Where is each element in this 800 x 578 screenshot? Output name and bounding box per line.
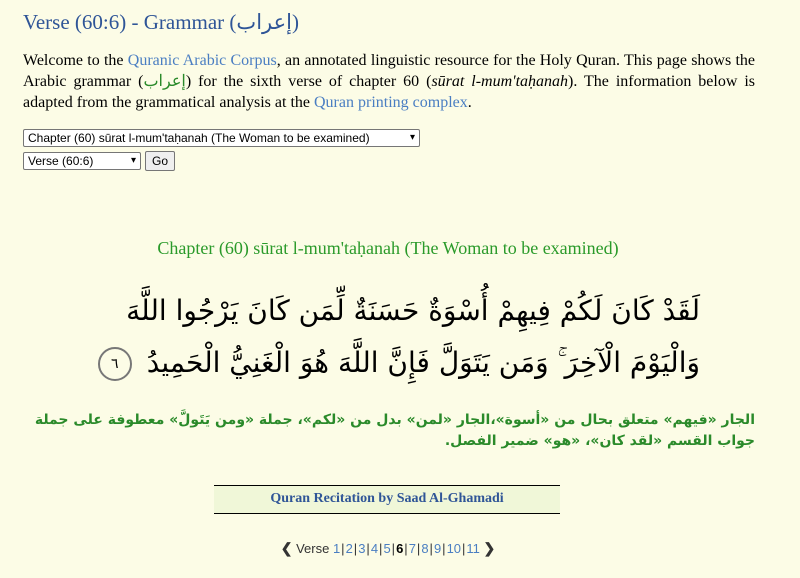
verse-pager bbox=[0, 540, 776, 557]
pager-separator: | bbox=[341, 541, 345, 556]
pager-item-4[interactable]: 4 bbox=[370, 541, 379, 556]
intro-arabic-word: إعراب bbox=[143, 73, 186, 90]
intro-text-2: , an annotated linguistic resource for the Holy Quran. This page shows the Arabic grammar ( bbox=[23, 52, 756, 90]
chevron-right-icon[interactable]: ❯ bbox=[483, 540, 496, 556]
verse-select-value: Verse (60:6) bbox=[28, 154, 94, 168]
pager-label: Verse bbox=[296, 541, 330, 556]
printing-complex-link[interactable]: Quran printing complex bbox=[314, 94, 468, 111]
chapter-select[interactable] bbox=[23, 129, 420, 147]
pager-item-9[interactable]: 9 bbox=[433, 541, 442, 556]
verse-text: لَقَدْ كَانَ لَكُمْ فِيهِمْ أُسْوَةٌ حَسَنَةٌ لِّمَن كَانَ يَرْجُوا اللَّهَ وَالْيَوْمَ الْآخِرَ ۚ وَمَن يَتَوَلَّ فَإِنَّ اللَّهَ هُوَ الْغَنِيُّ الْحَمِيدُ bbox=[126, 294, 700, 379]
pager-separator: | bbox=[391, 541, 396, 556]
pager-separator: | bbox=[429, 541, 433, 556]
pager-separator: | bbox=[366, 541, 370, 556]
pager-separator: | bbox=[379, 541, 383, 556]
pager-item-10[interactable]: 10 bbox=[446, 541, 462, 556]
pager-item-1[interactable]: 1 bbox=[332, 541, 341, 556]
pager-numbers bbox=[333, 541, 480, 556]
corpus-link[interactable]: Quranic Arabic Corpus bbox=[127, 52, 277, 69]
intro-surah-name: sūrat l-mum'taḥanah bbox=[431, 73, 569, 90]
verse-end-marker: ٦ bbox=[98, 347, 132, 381]
pager-separator: | bbox=[442, 541, 446, 556]
recitation-label: Quran Recitation by Saad Al-Ghamadi bbox=[270, 491, 504, 506]
pager-separator: | bbox=[404, 541, 408, 556]
intro-text-3: ) for the sixth verse of chapter 60 ( bbox=[185, 73, 432, 90]
pager-item-8[interactable]: 8 bbox=[421, 541, 429, 556]
pager-item-6: 6 bbox=[396, 541, 404, 556]
pager-item-3[interactable]: 3 bbox=[358, 541, 366, 556]
verse-arabic-text bbox=[70, 285, 700, 389]
pager-item-5[interactable]: 5 bbox=[383, 541, 391, 556]
chapter-heading: Chapter (60) sūrat l-mum'taḥanah (The Woman to be examined) bbox=[157, 238, 619, 258]
verse-select[interactable] bbox=[23, 152, 141, 170]
intro-text-5: . bbox=[467, 94, 472, 111]
pager-item-2[interactable]: 2 bbox=[345, 541, 353, 556]
pager-separator: | bbox=[462, 541, 466, 556]
intro-paragraph bbox=[23, 50, 755, 113]
intro-text-4: ). The information below is adapted from the grammatical analysis at the bbox=[23, 73, 755, 111]
go-button[interactable]: Go bbox=[145, 151, 175, 171]
pager-separator: | bbox=[416, 541, 421, 556]
pager-item-11[interactable]: 11 bbox=[466, 541, 480, 556]
pager-item-7[interactable]: 7 bbox=[408, 541, 416, 556]
intro-text-1: Welcome to the bbox=[23, 52, 128, 69]
chevron-down-icon: ▾ bbox=[130, 155, 136, 166]
chevron-down-icon: ▾ bbox=[409, 132, 415, 143]
page-title: Verse (60:6) - Grammar (إعراب) bbox=[23, 10, 299, 34]
irab-analysis: الجار «فيهم» متعلق بحال من «أسوة»،الجار «لمن» بدل من «لكم»، جملة «ومن يَتَولَّ» معطوفة على جملة جواب القسم «لقد كان»، «هو» ضمير الفصل. bbox=[34, 412, 755, 449]
recitation-box[interactable] bbox=[214, 485, 560, 514]
pager-separator: | bbox=[353, 541, 358, 556]
chevron-left-icon[interactable]: ❮ bbox=[280, 540, 293, 556]
chapter-select-value: Chapter (60) sūrat l-mum'taḥanah (The Woman to be examined) bbox=[28, 131, 370, 145]
